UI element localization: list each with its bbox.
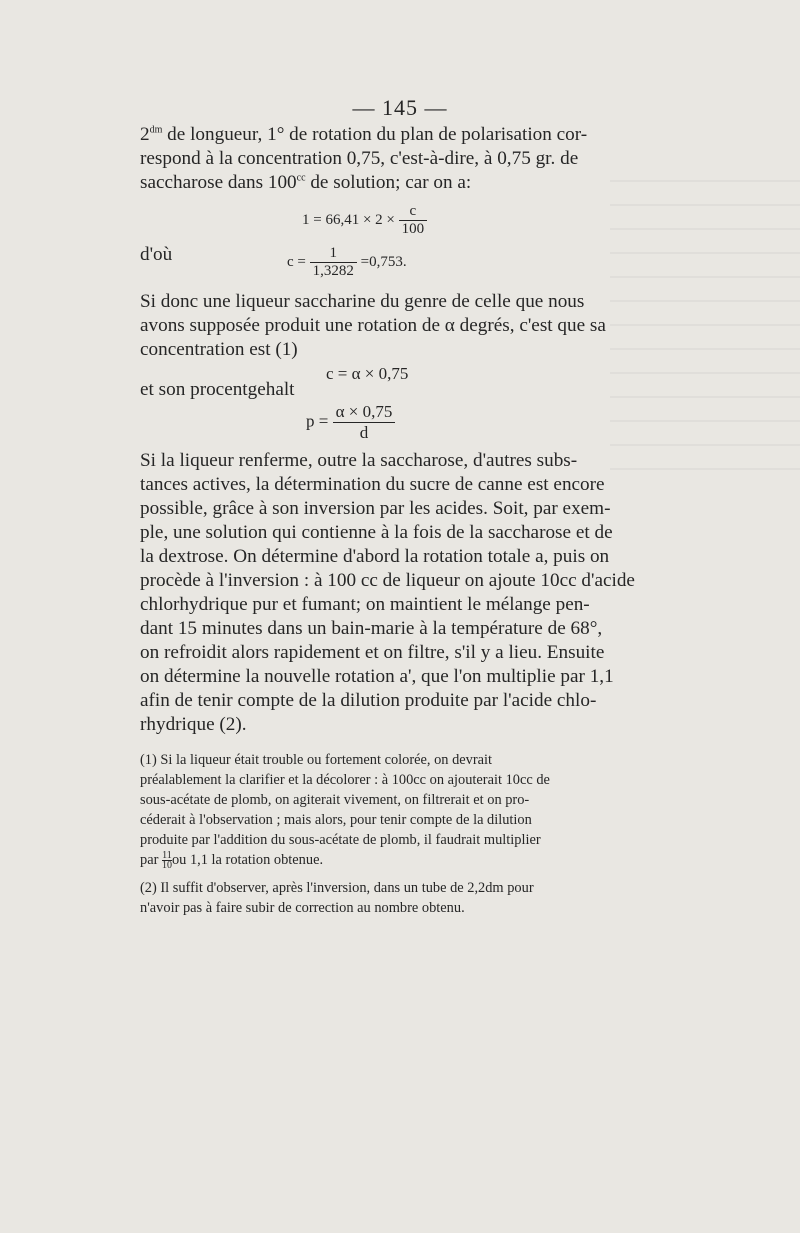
text-line: Si la liqueur renferme, outre la saccharose, d'autres subs- [140, 450, 578, 471]
text-fragment: de solution; car on a: [305, 172, 472, 193]
procentgehalt-label: et son procentgehalt [140, 379, 295, 400]
numerator: 11 [162, 850, 172, 862]
fraction [162, 851, 172, 870]
text-fragment: 2 [140, 124, 150, 145]
denominator: 10 [161, 860, 172, 872]
paragraph-2 [140, 290, 642, 362]
text-line: avons supposée produit une rotation de α degrés, c'est que sa [140, 315, 606, 336]
fraction [399, 203, 428, 238]
equation-4 [306, 402, 395, 443]
fraction [333, 402, 396, 443]
text-line: Si donc une liqueur saccharine du genre de celle que nous [140, 291, 585, 312]
numerator: 1 [310, 245, 357, 263]
text-line: (2) Il suffit d'observer, après l'inversion, dans un tube de 2,2dm pour [140, 880, 534, 896]
text-line [140, 123, 642, 147]
text-fragment: par [140, 852, 162, 868]
equation-rhs: =0,753. [360, 253, 407, 270]
footnote-2 [140, 878, 642, 918]
fraction [310, 245, 357, 280]
text-line: concentration est (1) [140, 339, 298, 360]
numerator: c [399, 203, 428, 221]
equation-2 [287, 245, 407, 280]
superscript: dm [149, 124, 163, 136]
text-line: la dextrose. On détermine d'abord la rotation totale a, puis on [140, 546, 610, 567]
text-line: respond à la concentration 0,75, c'est-à-dire, à 0,75 gr. de [140, 148, 579, 169]
dou-label: d'où [140, 244, 173, 265]
text-line: rhydrique (2). [140, 714, 247, 735]
text-line: chlorhydrique pur et fumant; on maintient le mélange pen- [140, 594, 590, 615]
equation-lhs: c = [287, 253, 306, 270]
equation-lhs: p = [306, 411, 329, 431]
equation-lhs: 1 = 66,41 × 2 × [302, 211, 395, 228]
footnote-1 [140, 750, 642, 870]
text-line: produite par l'addition du sous-acétate de plomb, il faudrait multiplier [140, 832, 541, 848]
paragraph-3 [140, 449, 642, 737]
text-line: afin de tenir compte de la dilution produite par l'acide chlo- [140, 690, 597, 711]
text-line: n'avoir pas à faire subir de correction au nombre obtenu. [140, 900, 465, 916]
intro-paragraph [140, 123, 642, 195]
text-line: procède à l'inversion : à 100 cc de liqueur on ajoute 10cc d'acide [140, 570, 635, 591]
superscript: cc [296, 172, 306, 184]
text-line: préalablement la clarifier et la décolorer : à 100cc on ajouterait 10cc de [140, 772, 550, 788]
text-line: on détermine la nouvelle rotation a', que l'on multiplie par 1,1 [140, 666, 614, 687]
denominator: d [359, 423, 369, 442]
equation-1 [302, 203, 427, 238]
text-fragment: ou 1,1 la rotation obtenue. [171, 852, 324, 868]
text-line: (1) Si la liqueur était trouble ou fortement colorée, on devrait [140, 752, 493, 768]
text-line [140, 850, 642, 870]
text-fragment: de longueur, 1° de rotation du plan de polarisation cor- [162, 124, 588, 145]
text-line: on refroidit alors rapidement et on filtre, s'il y a lieu. Ensuite [140, 642, 605, 663]
text-line [140, 171, 642, 195]
page-number: — 145 — [352, 95, 448, 120]
text-line: tances actives, la détermination du sucre de canne est encore [140, 474, 605, 495]
denominator: 1,3282 [312, 263, 354, 279]
denominator: 100 [401, 221, 425, 237]
text-line: dant 15 minutes dans un bain-marie à la température de 68°, [140, 618, 603, 639]
text-line: possible, grâce à son inversion par les acides. Soit, par exem- [140, 498, 611, 519]
numerator: α × 0,75 [333, 402, 396, 423]
text-fragment: saccharose dans 100 [140, 172, 297, 193]
text-line: ple, une solution qui contienne à la fois de la saccharose et de [140, 522, 613, 543]
text-line: sous-acétate de plomb, on agiterait vivement, on filtrerait et on pro- [140, 792, 530, 808]
text-line: céderait à l'observation ; mais alors, pour tenir compte de la dilution [140, 812, 532, 828]
equation-3: c = α × 0,75 [326, 364, 409, 383]
